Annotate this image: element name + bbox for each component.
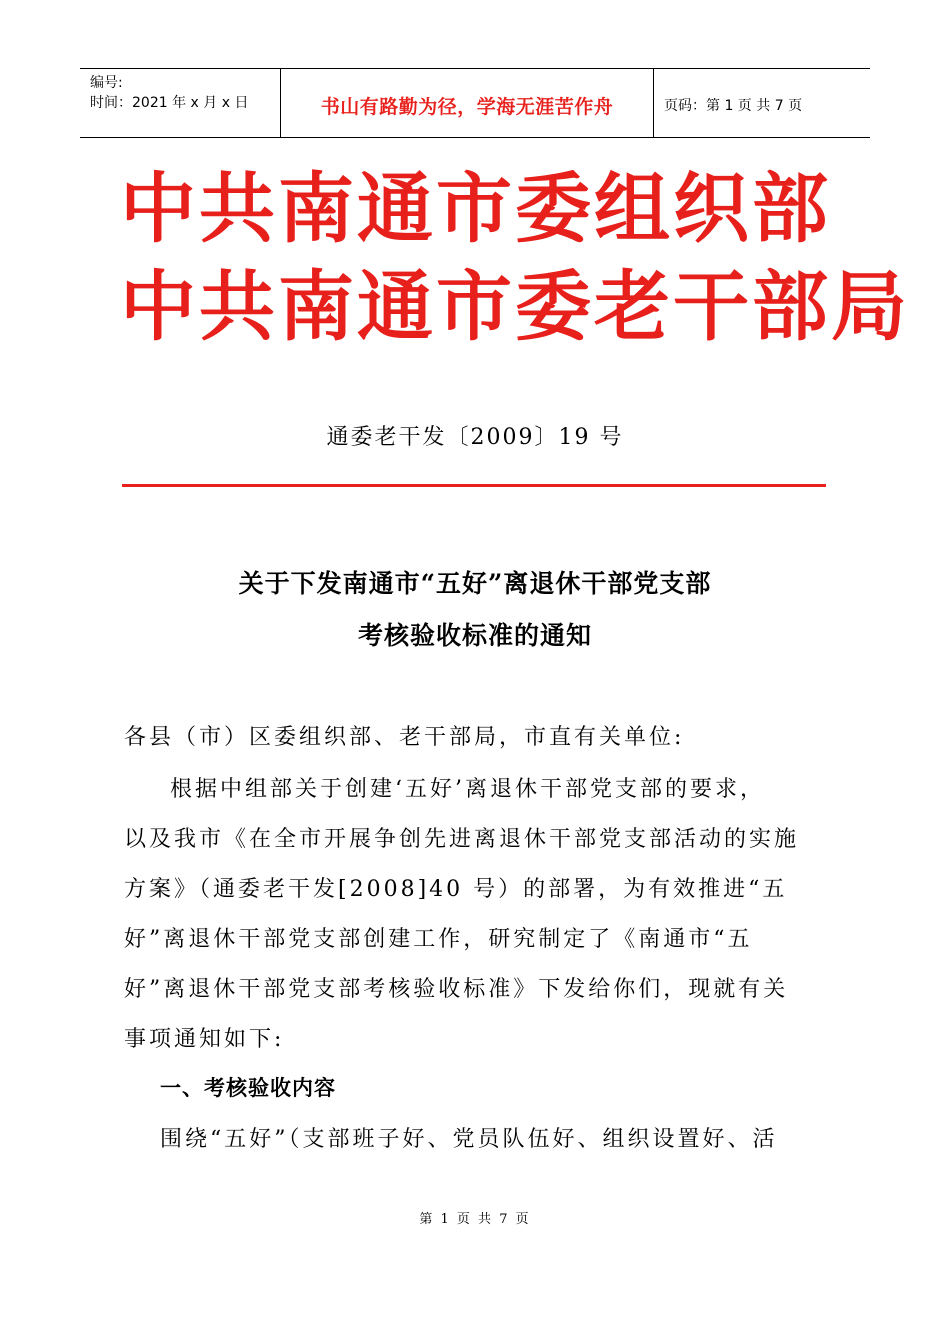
section-heading: 一、考核验收内容 xyxy=(160,1076,336,1100)
notice-title-line-2: 考核验收标准的通知 xyxy=(357,621,592,650)
motto-text: 书山有路勤为径，学海无涯苦作舟 xyxy=(320,95,614,118)
page-info-text: 页码：第 1 页 共 7 页 xyxy=(664,98,803,114)
date-text: 时间：2021 年 x 月 x 日 xyxy=(90,95,249,111)
org-name-2: 中共南通市委老干部局 xyxy=(120,262,910,351)
document-header-table xyxy=(80,68,870,138)
paragraph-line: 以及我市《在全市开展争创先进离退休干部党支部活动的实施 xyxy=(124,827,800,852)
org-name-1: 中共南通市委组织部 xyxy=(120,164,831,253)
paragraph-line: 好”离退休干部党支部考核验收标准》下发给你们，现就有关 xyxy=(124,977,789,1002)
notice-title-line-1: 关于下发南通市“五好”离退休干部党支部 xyxy=(238,569,712,598)
document-number: 通委老干发〔2009〕19 号 xyxy=(326,425,624,450)
page-footer: 第 1 页 共 7 页 xyxy=(419,1212,531,1227)
paragraph-line: 方案》（通委老干发[2008]40 号）的部署，为有效推进“五 xyxy=(124,877,788,902)
header-left-cell xyxy=(80,69,280,137)
salutation: 各县（市）区委组织部、老干部局，市直有关单位: xyxy=(124,725,685,750)
header-right-cell xyxy=(654,69,870,137)
header-middle-cell xyxy=(280,69,654,137)
serial-number-label: 编号: xyxy=(90,75,123,91)
paragraph-line: 根据中组部关于创建‘五好’离退休干部党支部的要求， xyxy=(170,777,765,802)
section-first-line: 围绕“五好”（支部班子好、党员队伍好、组织设置好、活 xyxy=(160,1127,778,1152)
paragraph-line: 好”离退休干部党支部创建工作，研究制定了《南通市“五 xyxy=(124,927,753,952)
paragraph-line: 事项通知如下: xyxy=(124,1027,285,1052)
red-divider-line xyxy=(122,484,826,487)
